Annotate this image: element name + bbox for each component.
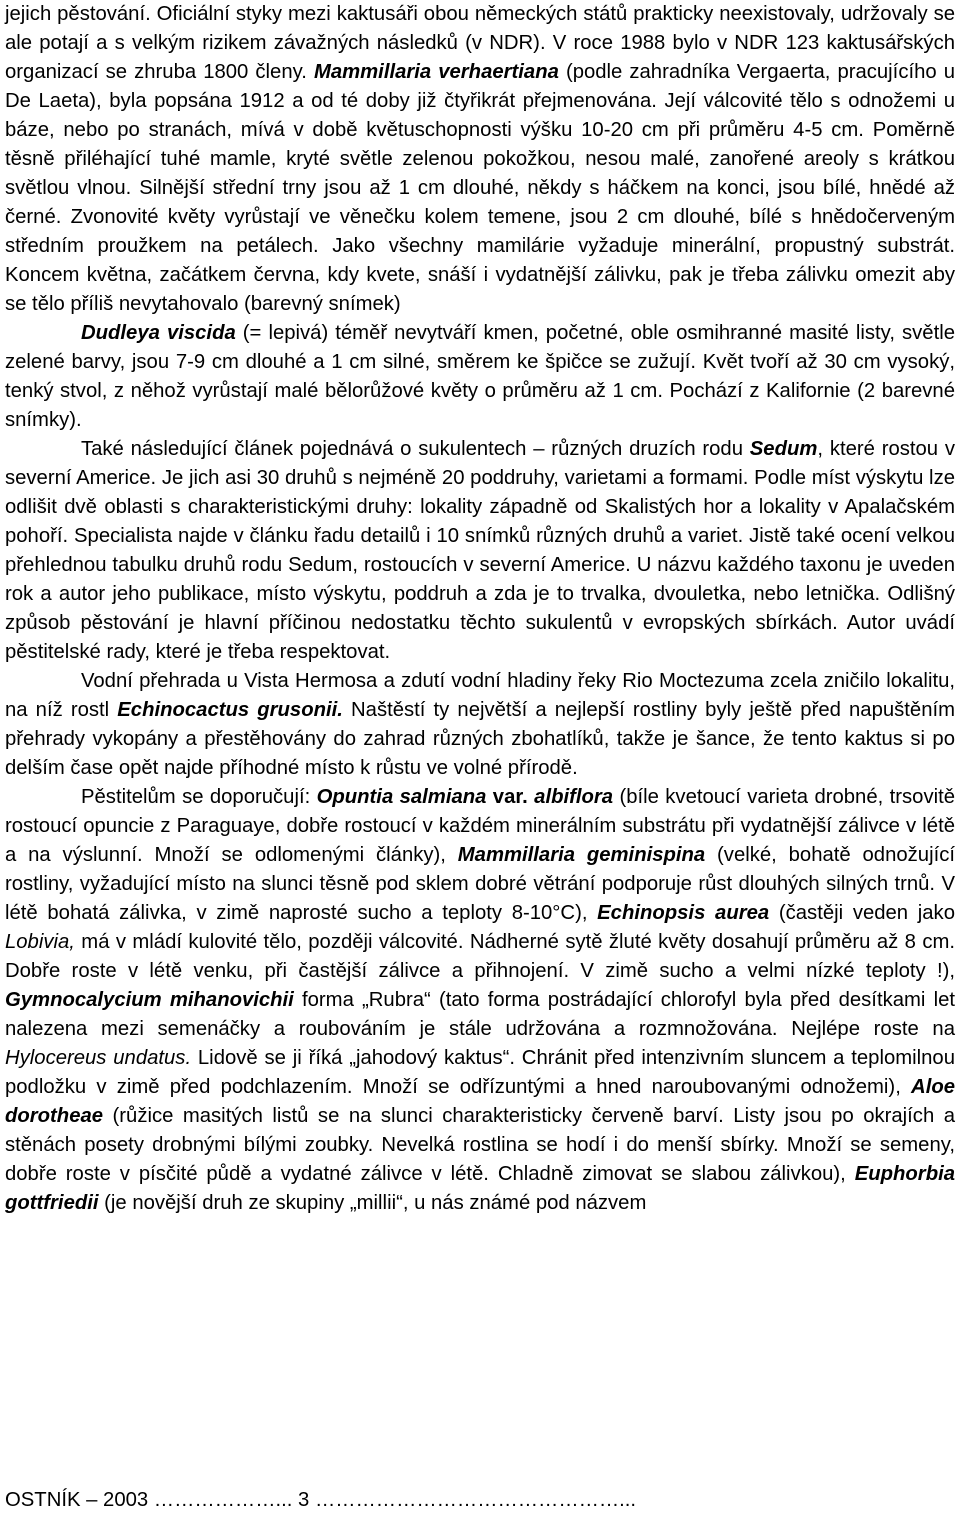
- emphasized-term: var.: [486, 786, 535, 808]
- paragraph: [5, 435, 955, 667]
- document-page: [5, 0, 955, 1218]
- emphasized-term: Opuntia salmiana: [316, 786, 487, 808]
- paragraph: [5, 783, 955, 1218]
- emphasized-term: Lobivia,: [5, 931, 75, 953]
- paragraph: [5, 667, 955, 783]
- text-run: (častěji veden jako: [769, 902, 955, 924]
- text-run: jejich pěstování. Oficiální styky mezi kaktusáři obou německých států prakticky neexistovaly, udržovaly se ale potají a s velkým rizikem závažných následků (v NDR). V roce 1988 bylo v NDR 123 kaktusářských organizací se zhruba 1800 členy.: [5, 3, 955, 83]
- emphasized-term: Echinocactus grusonii.: [117, 699, 343, 721]
- text-run: forma „Rubra“ (tato forma postrádající chlorofyl byla před desítkami let nalezena mezi semenáčky a roubováním je stále udržována a rozmnožována. Nejlépe roste na: [5, 989, 955, 1040]
- emphasized-term: albiflora: [534, 786, 614, 808]
- text-run: Vodní přehrada u Vista Hermosa a zdutí vodní hladiny řeky Rio Moctezuma zcela zničilo lokalitu, na níž rostl: [5, 670, 955, 721]
- text-run: Naštěstí ty největší a nejlepší rostliny byly ještě před napuštěním přehrady vykopány a přestěhovány do zahrad různých zbohatlíků, takže je šance, že tento kaktus si po delším čase opět najde příhodné místo k růstu ve volné přírodě.: [5, 699, 955, 779]
- paragraph: [5, 319, 955, 435]
- paragraph: [5, 0, 955, 319]
- text-run: (růžice masitých listů se na slunci charakteristicky červeně barví. Listy jsou po okrajích a stěnách posety drobnými bílými zoubky. Nevelká rostlina se hodí i do menší sbírky. Množí se semeny, dobře roste v písčité půdě a vydatné zálivce v létě. Chladně zimovat se slabou zálivkou),: [5, 1105, 955, 1185]
- emphasized-term: Gymnocalycium mihanovichii: [5, 989, 294, 1011]
- emphasized-term: Echinopsis aurea: [597, 902, 770, 924]
- text-run: (bíle kvetoucí varieta drobné, trsovitě rostoucí opuncie z Paraguaye, dobře rostoucí v každém minerálním substrátu při vydatnější zálivce v létě a na výslunní. Množí se odlomenými články),: [5, 786, 955, 866]
- emphasized-term: Mammillaria geminispina: [457, 844, 706, 866]
- text-run: (= lepivá) téměř nevytváří kmen, početné, oble osmihranné masité listy, světle zelené barvy, jsou 7-9 cm dlouhé a 1 cm silné, směrem ke špičce se zužují. Květ tvoří až 30 cm vysoký, tenký stvol, z něhož vyrůstají malé bělorůžové květy o průměru až 1 cm. Pochází z Kalifornie (2 barevné snímky).: [5, 322, 955, 431]
- text-run: (je novější druh ze skupiny „millii“, u nás známé pod názvem: [98, 1192, 647, 1214]
- emphasized-term: Hylocereus undatus.: [5, 1047, 192, 1069]
- footer-text: OSTNÍK – 2003 ………………... 3 ………………………………………...: [5, 1489, 637, 1511]
- text-run: má v mládí kulovité tělo, později válcovité. Nádherné sytě žluté květy dosahují průměru až 8 cm. Dobře roste v létě venku, při častější zálivce a přihnojení. V zimě sucho a velmi nízké teploty !),: [5, 931, 955, 982]
- emphasized-term: Sedum: [749, 438, 818, 460]
- page-footer: [5, 1487, 955, 1513]
- emphasized-term: Dudleya viscida: [81, 322, 236, 344]
- emphasized-term: Euphorbia gottfriedii: [5, 1163, 955, 1214]
- emphasized-term: Mammillaria verhaertiana: [313, 61, 559, 83]
- article-body: [5, 0, 955, 1218]
- text-run: Lidově se ji říká „jahodový kaktus“. Chránit před intenzivním sluncem a teplomilnou podložku v zimě před podchlazením. Množí se odřízuntými a hned naroubovanými odnožemi),: [5, 1047, 955, 1098]
- text-run: (velké, bohatě odnožující rostliny, vyžadující místo na slunci těsně pod sklem dobré větrání podporuje růst dlouhých silných trnů. V létě bohatá zálivka, v zimě naprosté sucho a teploty 8-10°C),: [5, 844, 955, 924]
- text-run: (podle zahradníka Vergaerta, pracujícího u De Laeta), byla popsána 1912 a od té doby již čtyřikrát přejmenována. Její válcovité tělo s odnožemi u báze, nebo po stranách, mívá v době květuschopnosti výšku 10-20 cm při průměru 4-5 cm. Poměrně těsně přiléhající tuhé mamle, kryté světle zelenou pokožkou, nesou malé, zanořené areoly s krátkou světlou vlnou. Silnější střední trny jsou až 1 cm dlouhé, někdy s háčkem na konci, jsou bílé, hnědé až černé. Zvonovité květy vyrůstají ve věnečku kolem temene, jsou 2 cm dlouhé, bílé s hnědočerveným středním proužkem na petálech. Jako všechny mamilárie vyžaduje minerální, propustný substrát. Koncem května, začátkem června, kdy kvete, snáší i vydatnější zálivku, pak je třeba zálivku omezit aby se tělo příliš nevytahovalo (barevný snímek): [5, 61, 956, 315]
- text-run: , které rostou v severní Americe. Je jich asi 30 druhů s nejméně 20 poddruhy, varietami a formami. Podle míst výskytu lze odlišit dvě oblasti s charakteristickými druhy: lokality západně od Skalistých hor a lokality v Apalačském pohoří. Specialista najde v článku řadu detailů i 10 snímků různých druhů a variet. Jistě také ocení velkou přehlednou tabulku druhů rodu Sedum, rostoucích v severní Americe. U názvu každého taxonu je uveden rok a autor jeho publikace, místo výskytu, poddruh a zda je to trvalka, dvouletka, nebo letnička. Odlišný způsob pěstování je hlavní příčinou nedostatku těchto sukulentů v evropských sbírkách. Autor uvádí pěstitelské rady, které je třeba respektovat.: [5, 438, 955, 663]
- text-run: Pěstitelům se doporučují:: [81, 786, 317, 808]
- text-run: Také následující článek pojednává o sukulentech – různých druzích rodu: [81, 438, 750, 460]
- emphasized-term: Aloe dorotheae: [5, 1076, 955, 1127]
